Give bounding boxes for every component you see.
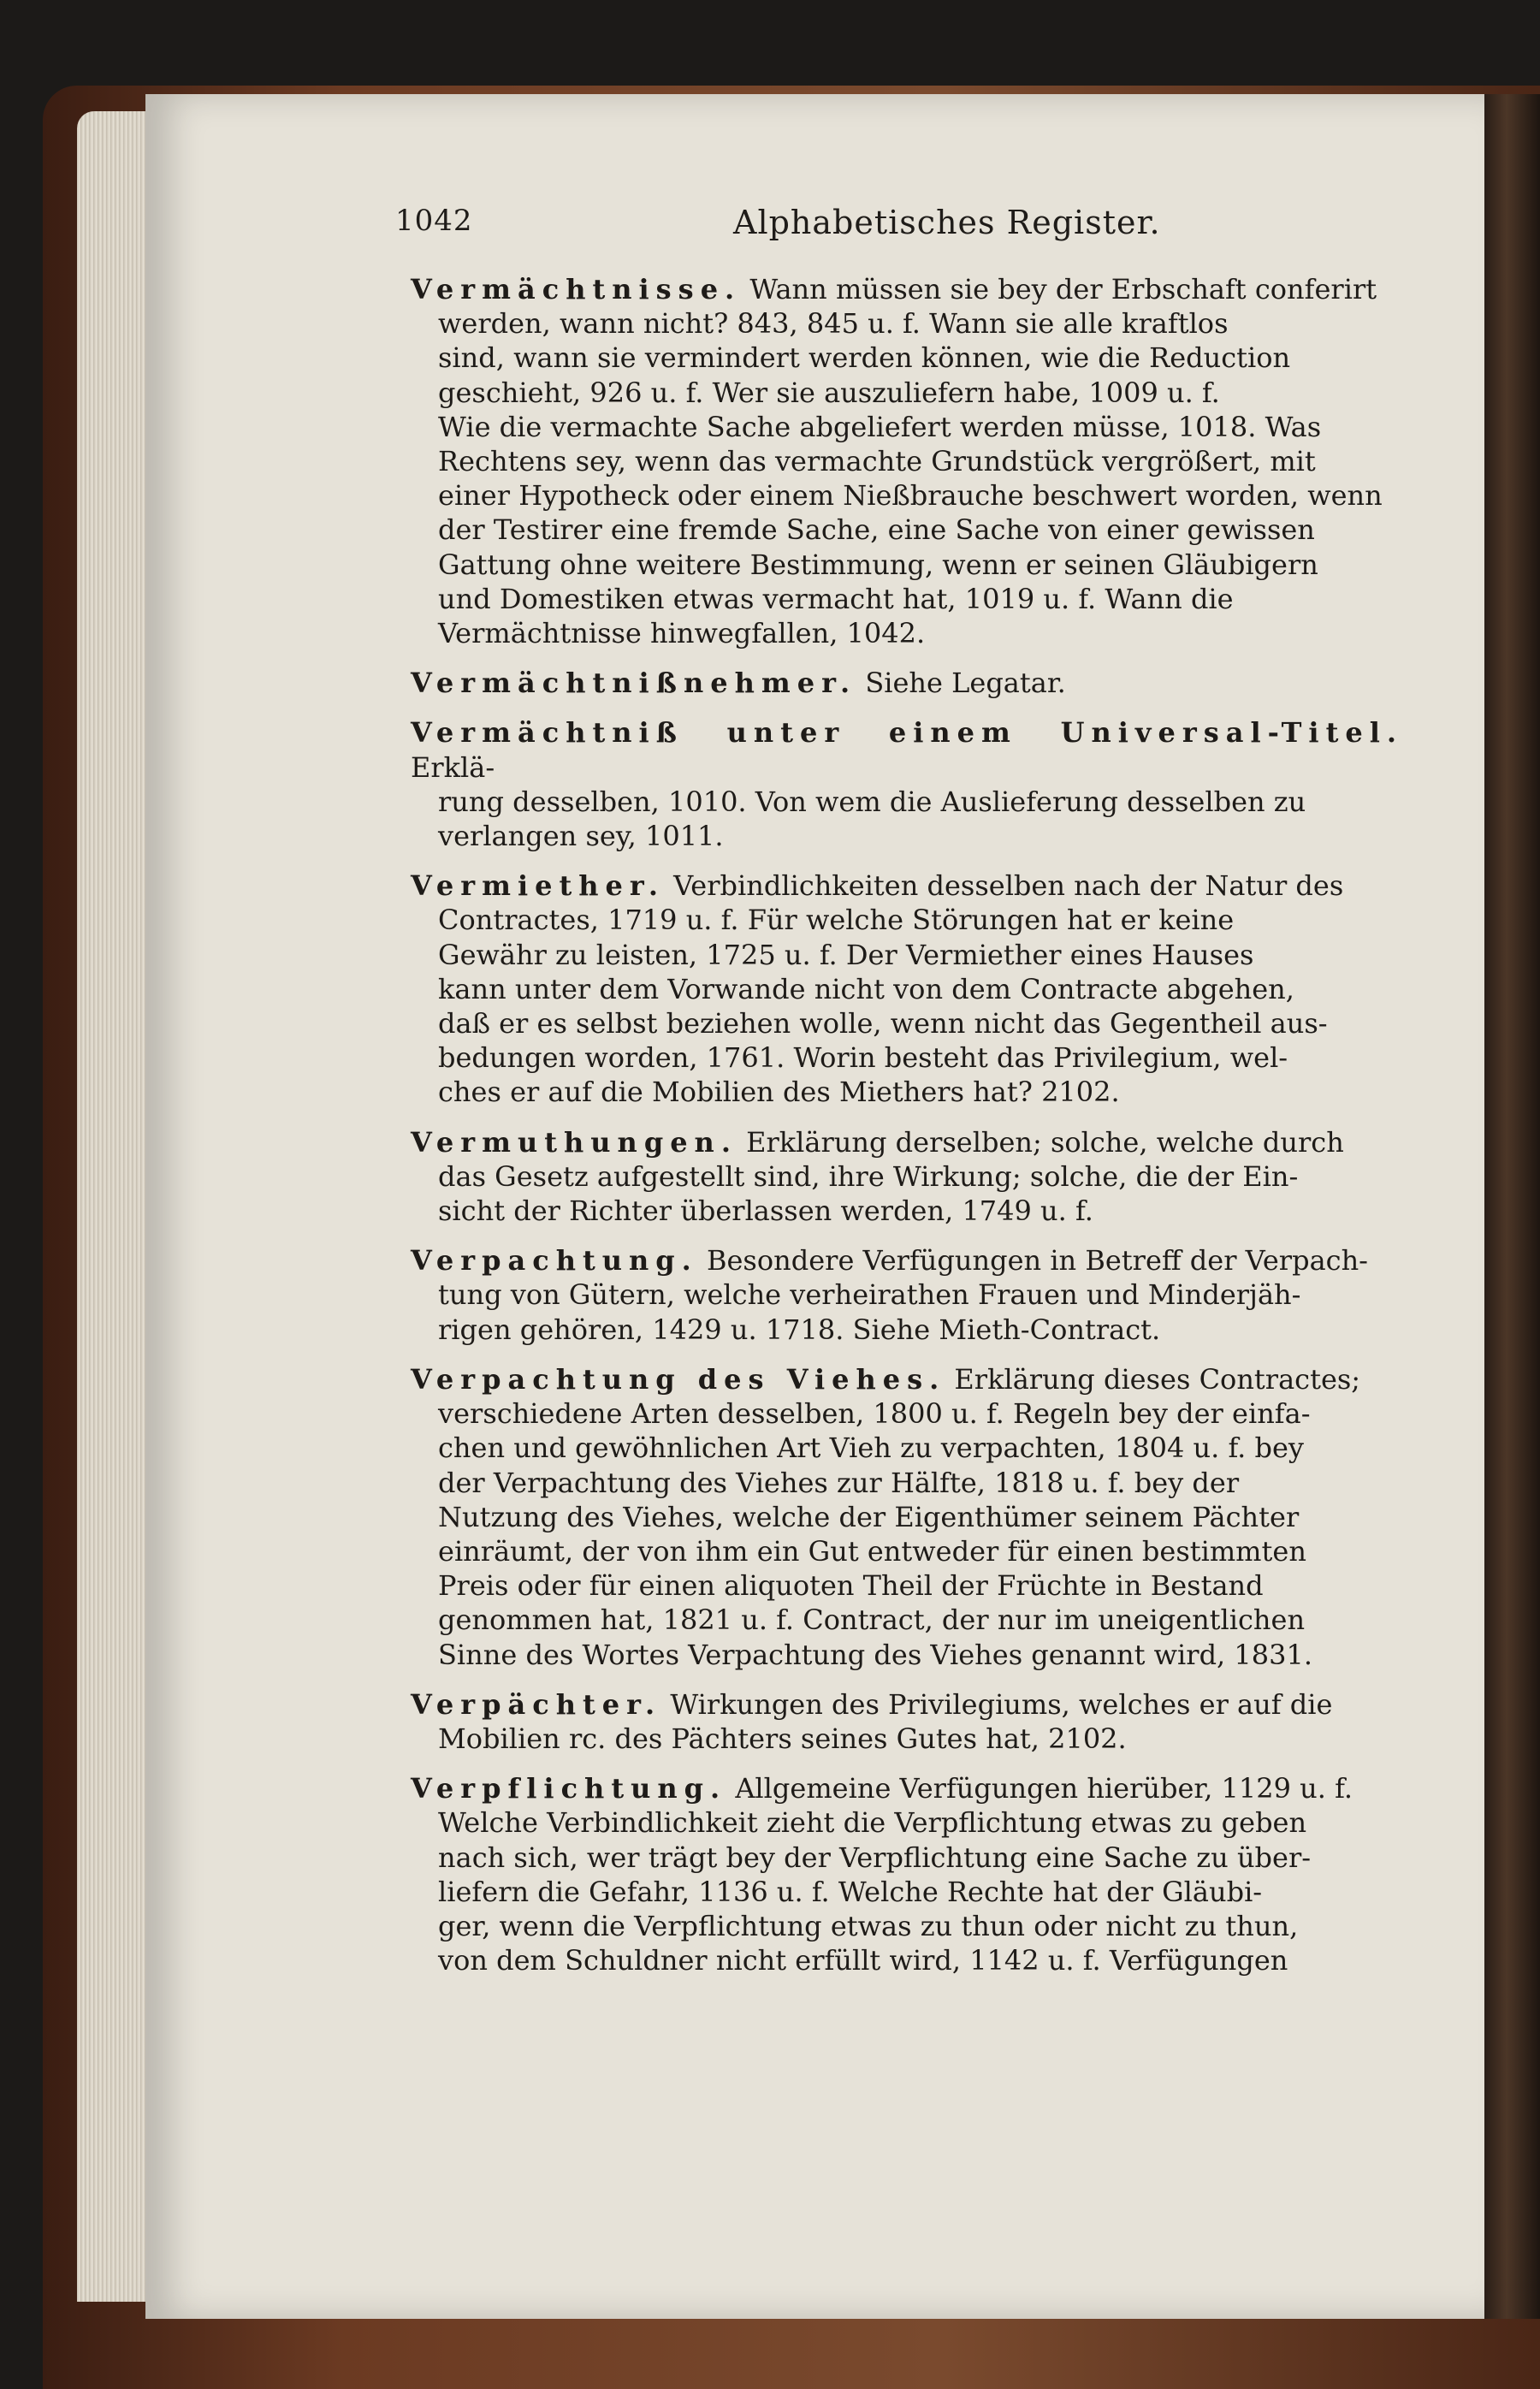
entry-headword: Verpächter.: [411, 1687, 662, 1721]
entry-line: [411, 1125, 1403, 1159]
entry-line: [411, 868, 1403, 903]
entry-line: sicht der Richter überlassen werden, 1749 u. f.: [438, 1194, 1093, 1228]
running-title: Alphabetisches Register.: [733, 204, 1161, 241]
register-entry: [411, 1362, 1403, 1672]
entry-line: Contractes, 1719 u. f. Für welche Störungen hat er keine: [438, 904, 1235, 937]
entry-line: der Testirer eine fremde Sache, eine Sache von einer gewissen: [438, 513, 1315, 547]
register-entries: [411, 272, 1403, 1993]
entry-line: Nutzung des Viehes, welche der Eigenthümer seinem Pächter: [438, 1500, 1300, 1533]
entry-line: Wie die vermachte Sache abgeliefert werden müsse, 1018. Was: [438, 410, 1322, 443]
entry-headword: Verpflichtung.: [411, 1772, 727, 1805]
register-entry: [411, 1687, 1403, 1756]
entry-line: [411, 1771, 1403, 1805]
entry-line: [411, 666, 1403, 700]
entry-text: Allgemeine Verfügungen hierüber, 1129 u. f.: [735, 1772, 1353, 1805]
entry-line: Mobilien rc. des Pächters seines Gutes hat, 2102.: [438, 1722, 1127, 1755]
entry-line: werden, wann nicht? 843, 845 u. f. Wann sie alle kraftlos: [438, 307, 1229, 341]
entry-line: rung desselben, 1010. Von wem die Auslieferung desselben zu: [438, 785, 1306, 818]
entry-line: verschiedene Arten desselben, 1800 u. f. Regeln bey der einfa-: [438, 1397, 1311, 1431]
entry-line: chen und gewöhnlichen Art Vieh zu verpachten, 1804 u. f. bey: [438, 1432, 1304, 1465]
entry-line: kann unter dem Vorwande nicht von dem Contracte abgehen,: [438, 972, 1294, 1005]
register-entry: [411, 272, 1403, 650]
entry-line: rigen gehören, 1429 u. 1718. Siehe Mieth-Contract.: [438, 1313, 1161, 1346]
entry-line: einräumt, der von ihm ein Gut entweder für einen bestimmten: [438, 1534, 1306, 1568]
page-header: [395, 204, 1405, 255]
entry-text: Erklärung dieses Contractes;: [954, 1362, 1361, 1396]
entry-line: daß er es selbst beziehen wolle, wenn nicht das Gegentheil aus-: [438, 1007, 1328, 1040]
entry-headword: Vermiether.: [411, 869, 665, 903]
entry-headword: Vermächtnißnehmer.: [411, 667, 857, 700]
entry-line: [411, 272, 1403, 306]
entry-text: Wann müssen sie bey der Erbschaft conferirt: [749, 273, 1377, 305]
entry-headword: Verpachtung.: [411, 1244, 698, 1277]
entry-text: Wirkungen des Privilegiums, welches er auf die: [670, 1687, 1333, 1721]
register-entry: [411, 1125, 1403, 1229]
entry-line: das Gesetz aufgestellt sind, ihre Wirkung; solche, die der Ein-: [438, 1159, 1299, 1193]
entry-text: Siehe Legatar.: [865, 667, 1066, 700]
entry-line: und Domestiken etwas vermacht hat, 1019 u. f. Wann die: [438, 582, 1234, 615]
entry-line: bedungen worden, 1761. Worin besteht das Privilegium, wel-: [438, 1041, 1288, 1075]
entry-line: [411, 1362, 1403, 1396]
entry-line: geschieht, 926 u. f. Wer sie auszuliefern habe, 1009 u. f.: [438, 376, 1220, 409]
entry-line: ches er auf die Mobilien des Miethers hat? 2102.: [438, 1076, 1120, 1109]
entry-line: [411, 1243, 1403, 1277]
register-entry: [411, 868, 1403, 1109]
next-page-edge: [1484, 94, 1540, 2319]
entry-line: Preis oder für einen aliquoten Theil der Früchte in Bestand: [438, 1569, 1264, 1603]
entry-line: ger, wenn die Verpflichtung etwas zu thun oder nicht zu thun,: [438, 1909, 1299, 1942]
entry-line: Gewähr zu leisten, 1725 u. f. Der Vermiether eines Hauses: [438, 938, 1254, 971]
entry-line: Welche Verbindlichkeit zieht die Verpflichtung etwas zu geben: [438, 1806, 1307, 1840]
entry-line: tung von Gütern, welche verheirathen Frauen und Minderjäh-: [438, 1278, 1301, 1312]
entry-text: Erklä-: [411, 750, 495, 784]
entry-line: der Verpachtung des Viehes zur Hälfte, 1818 u. f. bey der: [438, 1466, 1240, 1499]
entry-line: [411, 1687, 1403, 1722]
entry-line: Rechtens sey, wenn das vermachte Grundstück vergrößert, mit: [438, 445, 1316, 478]
entry-headword: Verpachtung des Viehes.: [411, 1362, 946, 1396]
register-entry: [411, 666, 1403, 700]
register-entry: [411, 715, 1403, 853]
entry-line: Sinne des Wortes Verpachtung des Viehes genannt wird, 1831.: [438, 1638, 1312, 1671]
entry-line: liefern die Gefahr, 1136 u. f. Welche Rechte hat der Gläubi-: [438, 1875, 1263, 1908]
entry-text: Erklärung derselben; solche, welche durch: [746, 1125, 1344, 1159]
page-number: 1042: [395, 204, 473, 238]
entry-line: genommen hat, 1821 u. f. Contract, der nur im uneigentlichen: [438, 1604, 1306, 1637]
entry-line: nach sich, wer trägt bey der Verpflichtung eine Sache zu über-: [438, 1841, 1312, 1874]
entry-line: von dem Schuldner nicht erfüllt wird, 1142 u. f. Verfügungen: [438, 1944, 1288, 1977]
entry-line: Vermächtnisse hinwegfallen, 1042.: [438, 617, 926, 650]
entry-text: Besondere Verfügungen in Betreff der Verpach-: [706, 1244, 1368, 1277]
entry-line: [411, 715, 1403, 784]
entry-line: sind, wann sie vermindert werden können, wie die Reduction: [438, 341, 1291, 375]
entry-line: einer Hypotheck oder einem Nießbrauche beschwert worden, wenn: [438, 479, 1383, 513]
entry-headword: Vermächtnisse.: [411, 273, 742, 305]
entry-line: verlangen sey, 1011.: [438, 820, 724, 853]
entry-headword: Vermächtniß unter einem Universal-Titel.: [411, 716, 1403, 750]
register-entry: [411, 1771, 1403, 1977]
entry-headword: Vermuthungen.: [411, 1125, 737, 1159]
register-entry: [411, 1243, 1403, 1347]
entry-line: Gattung ohne weitere Bestimmung, wenn er seinen Gläubigern: [438, 548, 1318, 581]
entry-text: Verbindlichkeiten desselben nach der Natur des: [673, 869, 1344, 903]
